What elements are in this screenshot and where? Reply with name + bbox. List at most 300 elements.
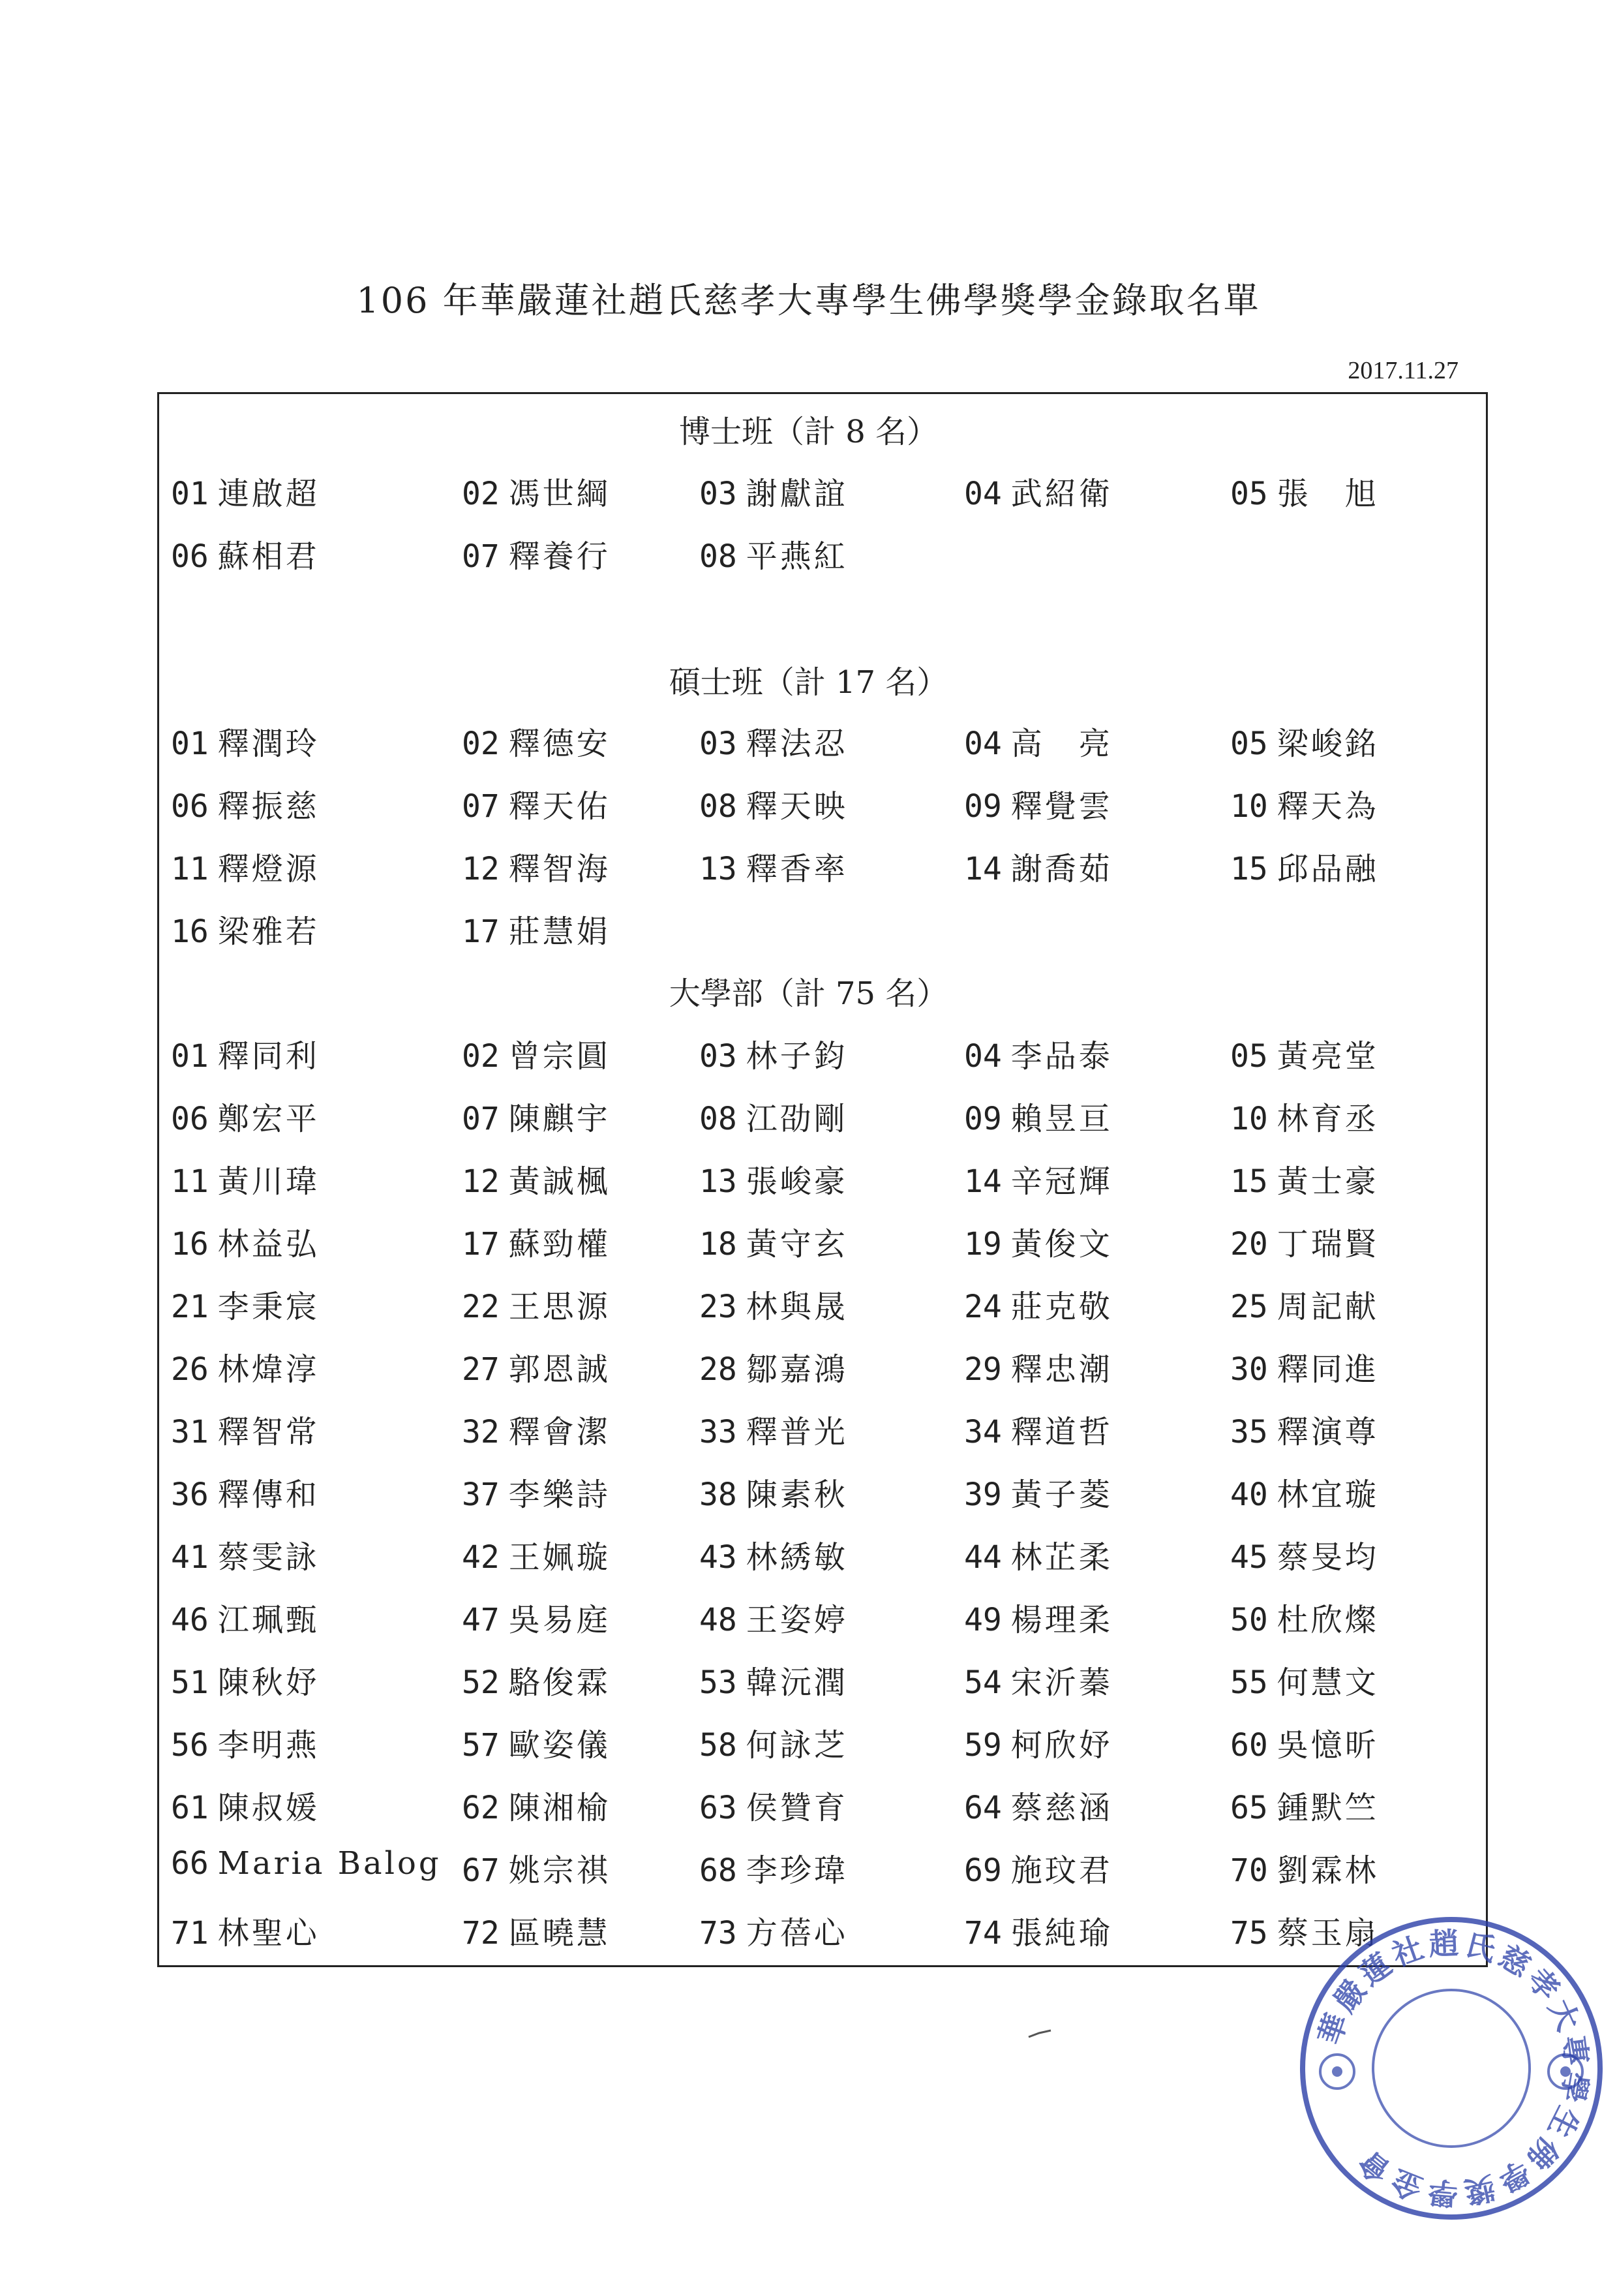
entry-number: 59 bbox=[964, 1727, 1002, 1764]
entry-number: 13 bbox=[699, 1163, 737, 1200]
entry-name: 釋道哲 bbox=[1010, 1414, 1113, 1450]
entry-name: 釋養行 bbox=[508, 538, 611, 575]
roster-entry bbox=[171, 1344, 320, 1389]
entry-number: 17 bbox=[462, 913, 500, 950]
entry-name: 鄭宏平 bbox=[217, 1101, 320, 1137]
entry-number: 01 bbox=[171, 476, 209, 512]
roster-entry bbox=[964, 718, 1113, 763]
entry-name: 王姵璇 bbox=[508, 1539, 611, 1576]
roster-entry bbox=[1230, 468, 1379, 513]
entry-name: 姚宗祺 bbox=[508, 1852, 611, 1889]
entry-number: 01 bbox=[171, 1038, 209, 1075]
entry-name: 黃子菱 bbox=[1010, 1477, 1113, 1513]
document-title: 106 年華嚴蓮社趙氏慈孝大專學生佛學獎學金錄取名單 bbox=[356, 280, 1261, 321]
entry-number: 08 bbox=[699, 788, 737, 825]
entry-number: 68 bbox=[699, 1852, 737, 1889]
entry-number: 42 bbox=[462, 1539, 500, 1576]
entry-name: 釋智常 bbox=[217, 1414, 320, 1450]
roster-entry bbox=[699, 1031, 848, 1076]
entry-name: 黃亮堂 bbox=[1277, 1038, 1379, 1075]
entry-number: 14 bbox=[964, 851, 1002, 887]
roster-entry bbox=[964, 1344, 1113, 1389]
entry-name: 賴昱亘 bbox=[1010, 1101, 1113, 1137]
entry-number: 48 bbox=[699, 1602, 737, 1638]
entry-name: 釋法忍 bbox=[746, 726, 848, 762]
entry-number: 70 bbox=[1230, 1852, 1268, 1889]
entry-number: 29 bbox=[964, 1351, 1002, 1388]
entry-number: 03 bbox=[699, 1038, 737, 1075]
entry-number: 58 bbox=[699, 1727, 737, 1764]
roster-entry bbox=[699, 468, 848, 513]
entry-name: 丁瑞賢 bbox=[1277, 1226, 1379, 1263]
roster-entry bbox=[462, 1094, 611, 1139]
roster-entry bbox=[1230, 1031, 1379, 1076]
roster-entry bbox=[1230, 1720, 1379, 1765]
seal-emblem bbox=[1320, 2055, 1582, 2089]
roster-entry bbox=[699, 1783, 848, 1828]
entry-number: 75 bbox=[1230, 1915, 1268, 1952]
roster-entry bbox=[699, 844, 848, 889]
roster-entry bbox=[171, 906, 320, 951]
entry-number: 71 bbox=[171, 1915, 209, 1952]
roster-entry bbox=[171, 1469, 320, 1514]
entry-number: 49 bbox=[964, 1602, 1002, 1638]
roster-entry bbox=[462, 1407, 611, 1452]
entry-number: 27 bbox=[462, 1351, 500, 1388]
entry-name: 釋會潔 bbox=[508, 1414, 611, 1450]
roster-entry bbox=[964, 844, 1113, 889]
entry-name: 吳憶昕 bbox=[1277, 1727, 1379, 1764]
roster-entry bbox=[171, 781, 320, 826]
roster-entry bbox=[462, 781, 611, 826]
entry-number: 15 bbox=[1230, 1163, 1268, 1200]
entry-number: 13 bbox=[699, 851, 737, 887]
entry-number: 08 bbox=[699, 538, 737, 575]
roster-entry bbox=[462, 1031, 611, 1076]
entry-name: 王姿婷 bbox=[746, 1602, 848, 1638]
roster-entry bbox=[699, 1908, 848, 1953]
entry-name: 蔡旻均 bbox=[1277, 1539, 1379, 1576]
roster-entry bbox=[171, 1219, 320, 1264]
entry-name: 釋潤玲 bbox=[217, 726, 320, 762]
roster-entry bbox=[462, 1657, 611, 1702]
entry-name: 李樂詩 bbox=[508, 1477, 611, 1513]
entry-number: 53 bbox=[699, 1664, 737, 1701]
entry-name: 陳秋妤 bbox=[217, 1664, 320, 1701]
entry-name: 釋天佑 bbox=[508, 788, 611, 825]
entry-name: 莊慧娟 bbox=[508, 913, 611, 950]
entry-name: 蘇相君 bbox=[217, 538, 320, 575]
roster-entry bbox=[964, 1532, 1113, 1577]
roster-entry bbox=[171, 531, 320, 576]
organization-seal bbox=[1298, 1915, 1605, 2222]
entry-name: 連啟超 bbox=[217, 476, 320, 512]
entry-name: 釋覺雲 bbox=[1010, 788, 1113, 825]
roster-entry bbox=[699, 1344, 848, 1389]
entry-number: 09 bbox=[964, 788, 1002, 825]
entry-name: 釋普光 bbox=[746, 1414, 848, 1450]
entry-number: 20 bbox=[1230, 1226, 1268, 1263]
entry-name: 釋同利 bbox=[217, 1038, 320, 1075]
entry-number: 35 bbox=[1230, 1414, 1268, 1450]
entry-name: 林綉敏 bbox=[746, 1539, 848, 1576]
entry-number: 06 bbox=[171, 538, 209, 575]
entry-name: 楊理柔 bbox=[1010, 1602, 1113, 1638]
entry-name: 李品泰 bbox=[1010, 1038, 1113, 1075]
entry-number: 25 bbox=[1230, 1289, 1268, 1325]
entry-number: 38 bbox=[699, 1477, 737, 1513]
roster-entry bbox=[171, 1532, 320, 1577]
entry-name: 韓沅潤 bbox=[746, 1664, 848, 1701]
roster-entry bbox=[699, 1469, 848, 1514]
entry-number: 55 bbox=[1230, 1664, 1268, 1701]
roster-entry bbox=[964, 1407, 1113, 1452]
section-heading: 大學部（計 75 名） bbox=[669, 975, 948, 1012]
section-heading: 碩士班（計 17 名） bbox=[669, 664, 948, 701]
entry-name: 劉霖林 bbox=[1277, 1852, 1379, 1889]
entry-number: 56 bbox=[171, 1727, 209, 1764]
roster-entry bbox=[462, 1344, 611, 1389]
roster-entry bbox=[1230, 781, 1379, 826]
entry-number: 06 bbox=[171, 788, 209, 825]
entry-number: 10 bbox=[1230, 788, 1268, 825]
entry-name: 釋智海 bbox=[508, 851, 611, 887]
roster-entry bbox=[171, 1031, 320, 1076]
roster-entry bbox=[171, 1657, 320, 1702]
entry-number: 32 bbox=[462, 1414, 500, 1450]
entry-name: 陳麒宇 bbox=[508, 1101, 611, 1137]
entry-name: 杜欣燦 bbox=[1277, 1602, 1379, 1638]
entry-number: 63 bbox=[699, 1790, 737, 1826]
roster-entry bbox=[1230, 1219, 1379, 1264]
entry-name: 江劭剛 bbox=[746, 1101, 848, 1137]
roster-entry bbox=[1230, 1407, 1379, 1452]
entry-name: 林聖心 bbox=[217, 1915, 320, 1952]
entry-number: 46 bbox=[171, 1602, 209, 1638]
entry-name: 黃士豪 bbox=[1277, 1163, 1379, 1200]
entry-number: 05 bbox=[1230, 726, 1268, 762]
roster-entry bbox=[171, 1720, 320, 1765]
entry-number: 73 bbox=[699, 1915, 737, 1952]
entry-number: 65 bbox=[1230, 1790, 1268, 1826]
entry-name: 邱品融 bbox=[1277, 851, 1379, 887]
roster-entry bbox=[699, 1595, 848, 1640]
entry-name: 蔡雯詠 bbox=[217, 1539, 320, 1576]
roster-entry bbox=[699, 1532, 848, 1577]
entry-name: 莊克敬 bbox=[1010, 1289, 1113, 1325]
entry-number: 21 bbox=[171, 1289, 209, 1325]
entry-number: 28 bbox=[699, 1351, 737, 1388]
roster-entry bbox=[171, 1281, 320, 1326]
entry-number: 12 bbox=[462, 851, 500, 887]
entry-number: 60 bbox=[1230, 1727, 1268, 1764]
roster-entry bbox=[1230, 1156, 1379, 1201]
roster-entry bbox=[964, 1031, 1113, 1076]
entry-number: 22 bbox=[462, 1289, 500, 1325]
roster-entry bbox=[699, 1094, 848, 1139]
entry-number: 39 bbox=[964, 1477, 1002, 1513]
entry-number: 72 bbox=[462, 1915, 500, 1952]
entry-name: 何詠芝 bbox=[746, 1727, 848, 1764]
entry-number: 66 bbox=[171, 1845, 209, 1882]
entry-number: 62 bbox=[462, 1790, 500, 1826]
entry-name: 梁峻銘 bbox=[1277, 726, 1379, 762]
entry-number: 41 bbox=[171, 1539, 209, 1576]
entry-number: 07 bbox=[462, 1101, 500, 1137]
roster-entry bbox=[964, 1469, 1113, 1514]
entry-number: 37 bbox=[462, 1477, 500, 1513]
roster-entry bbox=[964, 781, 1113, 826]
entry-number: 19 bbox=[964, 1226, 1002, 1263]
roster-entry bbox=[699, 1219, 848, 1264]
entry-name: 林煒淳 bbox=[217, 1351, 320, 1388]
roster-entry bbox=[171, 1156, 320, 1201]
entry-number: 50 bbox=[1230, 1602, 1268, 1638]
roster-entry bbox=[964, 1156, 1113, 1201]
entry-number: 17 bbox=[462, 1226, 500, 1263]
entry-name: 釋同進 bbox=[1277, 1351, 1379, 1388]
entry-number: 04 bbox=[964, 1038, 1002, 1075]
entry-number: 67 bbox=[462, 1852, 500, 1889]
entry-number: 47 bbox=[462, 1602, 500, 1638]
entry-name: 林益弘 bbox=[217, 1226, 320, 1263]
entry-number: 03 bbox=[699, 726, 737, 762]
entry-number: 02 bbox=[462, 726, 500, 762]
entry-number: 30 bbox=[1230, 1351, 1268, 1388]
entry-number: 02 bbox=[462, 1038, 500, 1075]
entry-number: 09 bbox=[964, 1101, 1002, 1137]
entry-number: 01 bbox=[171, 726, 209, 762]
entry-name: 歐姿儀 bbox=[508, 1727, 611, 1764]
entry-name: 曾宗圓 bbox=[508, 1038, 611, 1075]
roster-entry bbox=[964, 1908, 1113, 1953]
roster-entry bbox=[699, 781, 848, 826]
entry-name: 釋德安 bbox=[508, 726, 611, 762]
entry-name: 鄒嘉鴻 bbox=[746, 1351, 848, 1388]
roster-entry bbox=[462, 1720, 611, 1765]
roster-entry bbox=[699, 1407, 848, 1452]
roster-entry bbox=[964, 1720, 1113, 1765]
roster-entry bbox=[462, 468, 611, 513]
entry-number: 08 bbox=[699, 1101, 737, 1137]
roster-entry bbox=[462, 844, 611, 889]
entry-number: 11 bbox=[171, 851, 209, 887]
entry-number: 31 bbox=[171, 1414, 209, 1450]
entry-name: 黃誠楓 bbox=[508, 1163, 611, 1200]
entry-name: 釋燈源 bbox=[217, 851, 320, 887]
entry-number: 61 bbox=[171, 1790, 209, 1826]
roster-entry bbox=[1230, 1783, 1379, 1828]
entry-name: 江珮甄 bbox=[217, 1602, 320, 1638]
entry-name: 林芷柔 bbox=[1010, 1539, 1113, 1576]
roster-entry bbox=[1230, 1845, 1379, 1890]
entry-name: 釋天為 bbox=[1277, 788, 1379, 825]
roster-entry bbox=[964, 1845, 1113, 1890]
entry-name: 蘇勁權 bbox=[508, 1226, 611, 1263]
entry-name: 釋天映 bbox=[746, 788, 848, 825]
entry-name: 黃俊文 bbox=[1010, 1226, 1113, 1263]
roster-entry bbox=[462, 1595, 611, 1640]
entry-name: 陳素秋 bbox=[746, 1477, 848, 1513]
entry-number: 33 bbox=[699, 1414, 737, 1450]
roster-entry bbox=[171, 1783, 320, 1828]
entry-number: 11 bbox=[171, 1163, 209, 1200]
roster-entry bbox=[964, 1657, 1113, 1702]
roster-entry bbox=[171, 1845, 442, 1882]
entry-name: 陳叔媛 bbox=[217, 1790, 320, 1826]
entry-number: 18 bbox=[699, 1226, 737, 1263]
roster-entry bbox=[171, 844, 320, 889]
roster-entry bbox=[462, 906, 611, 951]
entry-number: 24 bbox=[964, 1289, 1002, 1325]
entry-name: 謝喬茹 bbox=[1010, 851, 1113, 887]
entry-name: 張峻豪 bbox=[746, 1163, 848, 1200]
roster-entry bbox=[462, 1845, 611, 1890]
entry-name: 李明燕 bbox=[217, 1727, 320, 1764]
entry-name: Maria Balog bbox=[217, 1845, 442, 1882]
entry-number: 23 bbox=[699, 1289, 737, 1325]
roster-entry bbox=[699, 531, 848, 576]
roster-entry bbox=[699, 1156, 848, 1201]
entry-number: 16 bbox=[171, 913, 209, 950]
roster-entry bbox=[1230, 1595, 1379, 1640]
entry-number: 57 bbox=[462, 1727, 500, 1764]
roster-entry bbox=[462, 1281, 611, 1326]
entry-name: 林育丞 bbox=[1277, 1101, 1379, 1137]
document-date: 2017.11.27 bbox=[1348, 357, 1458, 384]
entry-number: 07 bbox=[462, 538, 500, 575]
entry-name: 蔡玉扇 bbox=[1277, 1915, 1379, 1952]
entry-name: 王思源 bbox=[508, 1289, 611, 1325]
entry-name: 辛冠輝 bbox=[1010, 1163, 1113, 1200]
entry-number: 40 bbox=[1230, 1477, 1268, 1513]
entry-name: 釋振慈 bbox=[217, 788, 320, 825]
roster-entry bbox=[699, 718, 848, 763]
pen-mark bbox=[1027, 2029, 1053, 2038]
entry-number: 52 bbox=[462, 1664, 500, 1701]
roster-entry bbox=[699, 1657, 848, 1702]
entry-number: 04 bbox=[964, 476, 1002, 512]
entry-number: 44 bbox=[964, 1539, 1002, 1576]
entry-number: 12 bbox=[462, 1163, 500, 1200]
entry-number: 54 bbox=[964, 1664, 1002, 1701]
roster-entry bbox=[964, 1595, 1113, 1640]
section-heading: 博士班（計 8 名） bbox=[678, 414, 939, 450]
entry-name: 林子鈞 bbox=[746, 1038, 848, 1075]
roster-entry bbox=[462, 1532, 611, 1577]
entry-number: 05 bbox=[1230, 1038, 1268, 1075]
entry-name: 何慧文 bbox=[1277, 1664, 1379, 1701]
entry-number: 07 bbox=[462, 788, 500, 825]
entry-name: 林與晟 bbox=[746, 1289, 848, 1325]
roster-entry bbox=[699, 1845, 848, 1890]
entry-name: 黃川瑋 bbox=[217, 1163, 320, 1200]
entry-name: 柯欣妤 bbox=[1010, 1727, 1113, 1764]
entry-number: 69 bbox=[964, 1852, 1002, 1889]
entry-name: 梁雅若 bbox=[217, 913, 320, 950]
roster-entry bbox=[171, 468, 320, 513]
roster-entry bbox=[171, 1595, 320, 1640]
roster-entry bbox=[964, 1094, 1113, 1139]
roster-entry bbox=[1230, 718, 1379, 763]
entry-name: 黃守玄 bbox=[746, 1226, 848, 1263]
entry-name: 駱俊霖 bbox=[508, 1664, 611, 1701]
entry-name: 區曉慧 bbox=[508, 1915, 611, 1952]
roster-entry bbox=[462, 1908, 611, 1953]
roster-entry bbox=[1230, 1344, 1379, 1389]
roster-entry bbox=[964, 1281, 1113, 1326]
entry-name: 吳易庭 bbox=[508, 1602, 611, 1638]
entry-number: 64 bbox=[964, 1790, 1002, 1826]
roster-entry bbox=[1230, 1532, 1379, 1577]
entry-name: 鍾默竺 bbox=[1277, 1790, 1379, 1826]
roster-entry bbox=[462, 1469, 611, 1514]
entry-number: 43 bbox=[699, 1539, 737, 1576]
roster-entry bbox=[1230, 844, 1379, 889]
entry-name: 林宜璇 bbox=[1277, 1477, 1379, 1513]
entry-number: 14 bbox=[964, 1163, 1002, 1200]
seal-text: 華嚴蓮社趙氏慈孝大專學生佛學獎學金會 bbox=[1311, 1925, 1595, 2212]
entry-name: 方蓓心 bbox=[746, 1915, 848, 1952]
roster-entry bbox=[171, 718, 320, 763]
entry-name: 張純瑜 bbox=[1010, 1915, 1113, 1952]
entry-name: 蔡慈涵 bbox=[1010, 1790, 1113, 1826]
roster-entry bbox=[1230, 1094, 1379, 1139]
entry-name: 張 旭 bbox=[1277, 476, 1379, 512]
entry-name: 郭恩誠 bbox=[508, 1351, 611, 1388]
entry-number: 10 bbox=[1230, 1101, 1268, 1137]
entry-number: 02 bbox=[462, 476, 500, 512]
entry-name: 周記献 bbox=[1277, 1289, 1379, 1325]
roster-entry bbox=[462, 1783, 611, 1828]
roster-entry bbox=[171, 1407, 320, 1452]
entry-number: 03 bbox=[699, 476, 737, 512]
entry-name: 釋忠潮 bbox=[1010, 1351, 1113, 1388]
entry-name: 平燕紅 bbox=[746, 538, 848, 575]
roster-entry bbox=[462, 718, 611, 763]
roster-entry bbox=[462, 1219, 611, 1264]
roster-entry bbox=[1230, 1469, 1379, 1514]
roster-entry bbox=[462, 531, 611, 576]
roster-entry bbox=[699, 1720, 848, 1765]
entry-number: 06 bbox=[171, 1101, 209, 1137]
roster-entry bbox=[171, 1908, 320, 1953]
entry-name: 謝獻誼 bbox=[746, 476, 848, 512]
entry-name: 高 亮 bbox=[1010, 726, 1113, 762]
entry-number: 26 bbox=[171, 1351, 209, 1388]
roster-entry bbox=[171, 1094, 320, 1139]
entry-number: 04 bbox=[964, 726, 1002, 762]
entry-name: 李珍瑋 bbox=[746, 1852, 848, 1889]
entry-name: 釋傳和 bbox=[217, 1477, 320, 1513]
entry-number: 36 bbox=[171, 1477, 209, 1513]
entry-number: 34 bbox=[964, 1414, 1002, 1450]
entry-number: 05 bbox=[1230, 476, 1268, 512]
entry-number: 74 bbox=[964, 1915, 1002, 1952]
roster-entry bbox=[1230, 1657, 1379, 1702]
roster-entry bbox=[1230, 1281, 1379, 1326]
entry-name: 宋沂蓁 bbox=[1010, 1664, 1113, 1701]
entry-name: 李秉宸 bbox=[217, 1289, 320, 1325]
entry-name: 施玟君 bbox=[1010, 1852, 1113, 1889]
entry-name: 侯贊育 bbox=[746, 1790, 848, 1826]
entry-number: 51 bbox=[171, 1664, 209, 1701]
entry-name: 陳湘榆 bbox=[508, 1790, 611, 1826]
roster-entry bbox=[964, 468, 1113, 513]
entry-name: 釋香率 bbox=[746, 851, 848, 887]
entry-name: 武紹衛 bbox=[1010, 476, 1113, 512]
entry-number: 15 bbox=[1230, 851, 1268, 887]
